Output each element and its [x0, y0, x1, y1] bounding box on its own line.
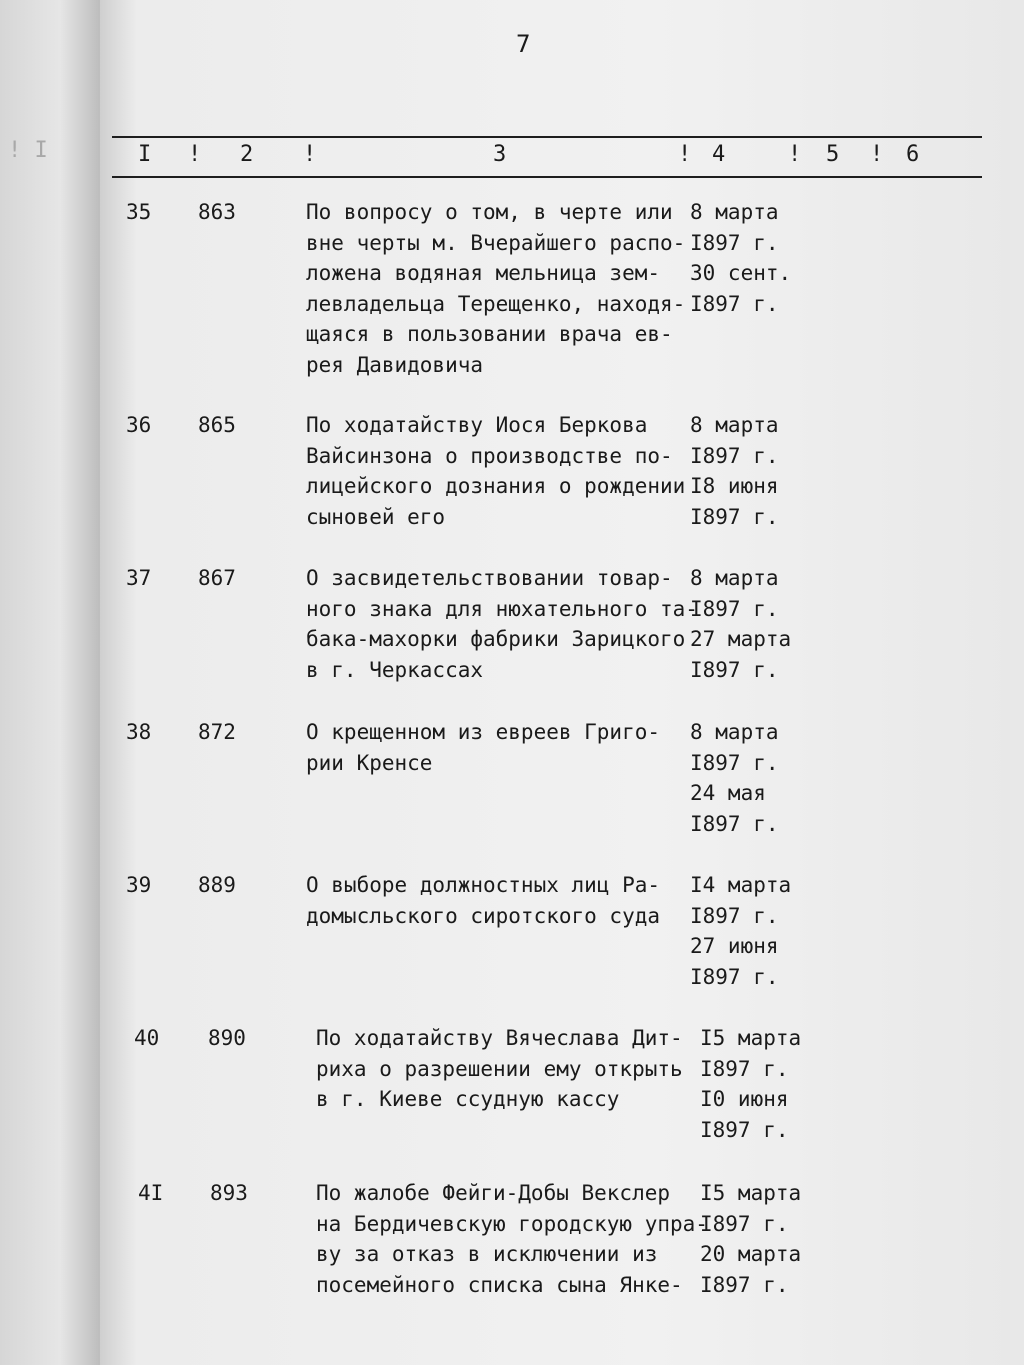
description-line: в г. Черкассах: [306, 657, 484, 682]
case-dates: [690, 870, 830, 992]
date-line: I8 июня: [690, 474, 779, 498]
date-line: I897 г.: [700, 1272, 789, 1297]
date-line: 30 сент.: [690, 261, 792, 285]
row-number: 4I: [138, 1181, 164, 1205]
date-line: I897 г.: [700, 1056, 789, 1081]
description-line: левладельца Терещенко, находя-: [306, 291, 686, 316]
description-line: По вопросу о том, в черте или: [306, 200, 673, 224]
case-number: 872: [198, 720, 236, 744]
case-dates: [690, 197, 830, 319]
case-number: 893: [210, 1181, 248, 1205]
date-line: I897 г.: [690, 750, 779, 775]
case-dates: [700, 1178, 840, 1300]
date-line: I0 июня: [700, 1087, 789, 1111]
case-number: 889: [198, 873, 236, 897]
case-description: [306, 197, 686, 380]
date-line: I897 г.: [690, 504, 779, 529]
date-line: I5 марта: [700, 1026, 802, 1050]
date-line: 24 мая: [690, 781, 766, 805]
description-line: домысльского сиротского суда: [306, 903, 661, 928]
description-line: посемейного списка сына Янке-: [316, 1272, 683, 1297]
header-sep: !: [188, 142, 202, 167]
date-line: I897 г.: [690, 964, 779, 989]
header-sep: !: [870, 142, 884, 167]
date-line: I897 г.: [690, 657, 779, 682]
date-line: 27 марта: [690, 627, 792, 651]
date-line: 8 марта: [690, 566, 779, 590]
description-line: лицейского дознания о рождении: [306, 474, 686, 498]
row-number: 39: [126, 873, 152, 897]
case-number: 867: [198, 566, 236, 590]
document-page: [100, 0, 1024, 1365]
description-line: ложена водяная мельница зем-: [306, 261, 661, 285]
case-number: 865: [198, 413, 236, 437]
row-number: 38: [126, 720, 152, 744]
header-bottom-rule: [112, 176, 982, 178]
case-number: 863: [198, 200, 236, 224]
header-sep: !: [678, 142, 692, 167]
date-line: I897 г.: [690, 903, 779, 928]
date-line: I897 г.: [690, 291, 779, 316]
header-sep: !: [303, 142, 317, 167]
case-description: [306, 717, 686, 778]
date-line: I897 г.: [690, 443, 779, 468]
description-line: Вайсинзона о производстве по-: [306, 443, 673, 468]
date-line: I897 г.: [690, 230, 779, 255]
description-line: По ходатайству Вячеслава Дит-: [316, 1026, 683, 1050]
date-line: I4 марта: [690, 873, 792, 897]
date-line: I897 г.: [700, 1117, 789, 1142]
header-col4: 4: [712, 142, 726, 167]
facing-page-fragment: ! I: [8, 138, 48, 163]
header-col6: 6: [906, 142, 920, 167]
case-dates: [690, 410, 830, 532]
description-line: О выборе должностных лиц Ра-: [306, 873, 661, 897]
header-col3: 3: [493, 142, 507, 167]
case-description: [316, 1023, 696, 1115]
row-number: 35: [126, 200, 152, 224]
description-line: в г. Киеве ссудную кассу: [316, 1087, 620, 1111]
header-col1: I: [138, 142, 152, 167]
description-line: рея Давидовича: [306, 352, 484, 377]
description-line: ву за отказ в исключении из: [316, 1242, 658, 1266]
date-line: I897 г.: [690, 811, 779, 836]
row-number: 40: [134, 1026, 160, 1050]
description-line: вне черты м. Вчерайшего распо-: [306, 230, 686, 255]
case-description: [316, 1178, 708, 1300]
header-sep: !: [788, 142, 802, 167]
description-line: рии Кренсе: [306, 750, 433, 775]
case-dates: [690, 563, 830, 685]
case-number: 890: [208, 1026, 246, 1050]
page-number: 7: [516, 30, 531, 58]
description-line: О засвидетельствовании товар-: [306, 566, 673, 590]
header-top-rule: [112, 136, 982, 138]
description-line: ного знака для нюхательного та-: [306, 596, 698, 621]
description-line: бака-махорки фабрики Зарицкого: [306, 627, 686, 651]
case-dates: [690, 717, 830, 839]
table-header: [100, 142, 1000, 172]
date-line: 20 марта: [700, 1242, 802, 1266]
description-line: По жалобе Фейги-Добы Векслер: [316, 1181, 671, 1205]
description-line: О крещенном из евреев Григо-: [306, 720, 661, 744]
date-line: I5 марта: [700, 1181, 802, 1205]
description-line: По ходатайству Иося Беркова: [306, 413, 648, 437]
row-number: 37: [126, 566, 152, 590]
case-description: [306, 410, 686, 532]
case-description: [306, 870, 686, 931]
header-col5: 5: [826, 142, 840, 167]
date-line: 27 июня: [690, 934, 779, 958]
description-line: риха о разрешении ему открыть: [316, 1056, 683, 1081]
description-line: сыновей его: [306, 504, 446, 529]
facing-page-edge: [0, 0, 100, 1365]
date-line: I897 г.: [700, 1211, 789, 1236]
case-description: [306, 563, 698, 685]
description-line: щаяся в пользовании врача ев-: [306, 322, 673, 346]
date-line: 8 марта: [690, 720, 779, 744]
row-number: 36: [126, 413, 152, 437]
header-col2: 2: [240, 142, 254, 167]
date-line: I897 г.: [690, 596, 779, 621]
date-line: 8 марта: [690, 200, 779, 224]
case-dates: [700, 1023, 840, 1145]
description-line: на Бердичевскую городскую упра-: [316, 1211, 708, 1236]
date-line: 8 марта: [690, 413, 779, 437]
